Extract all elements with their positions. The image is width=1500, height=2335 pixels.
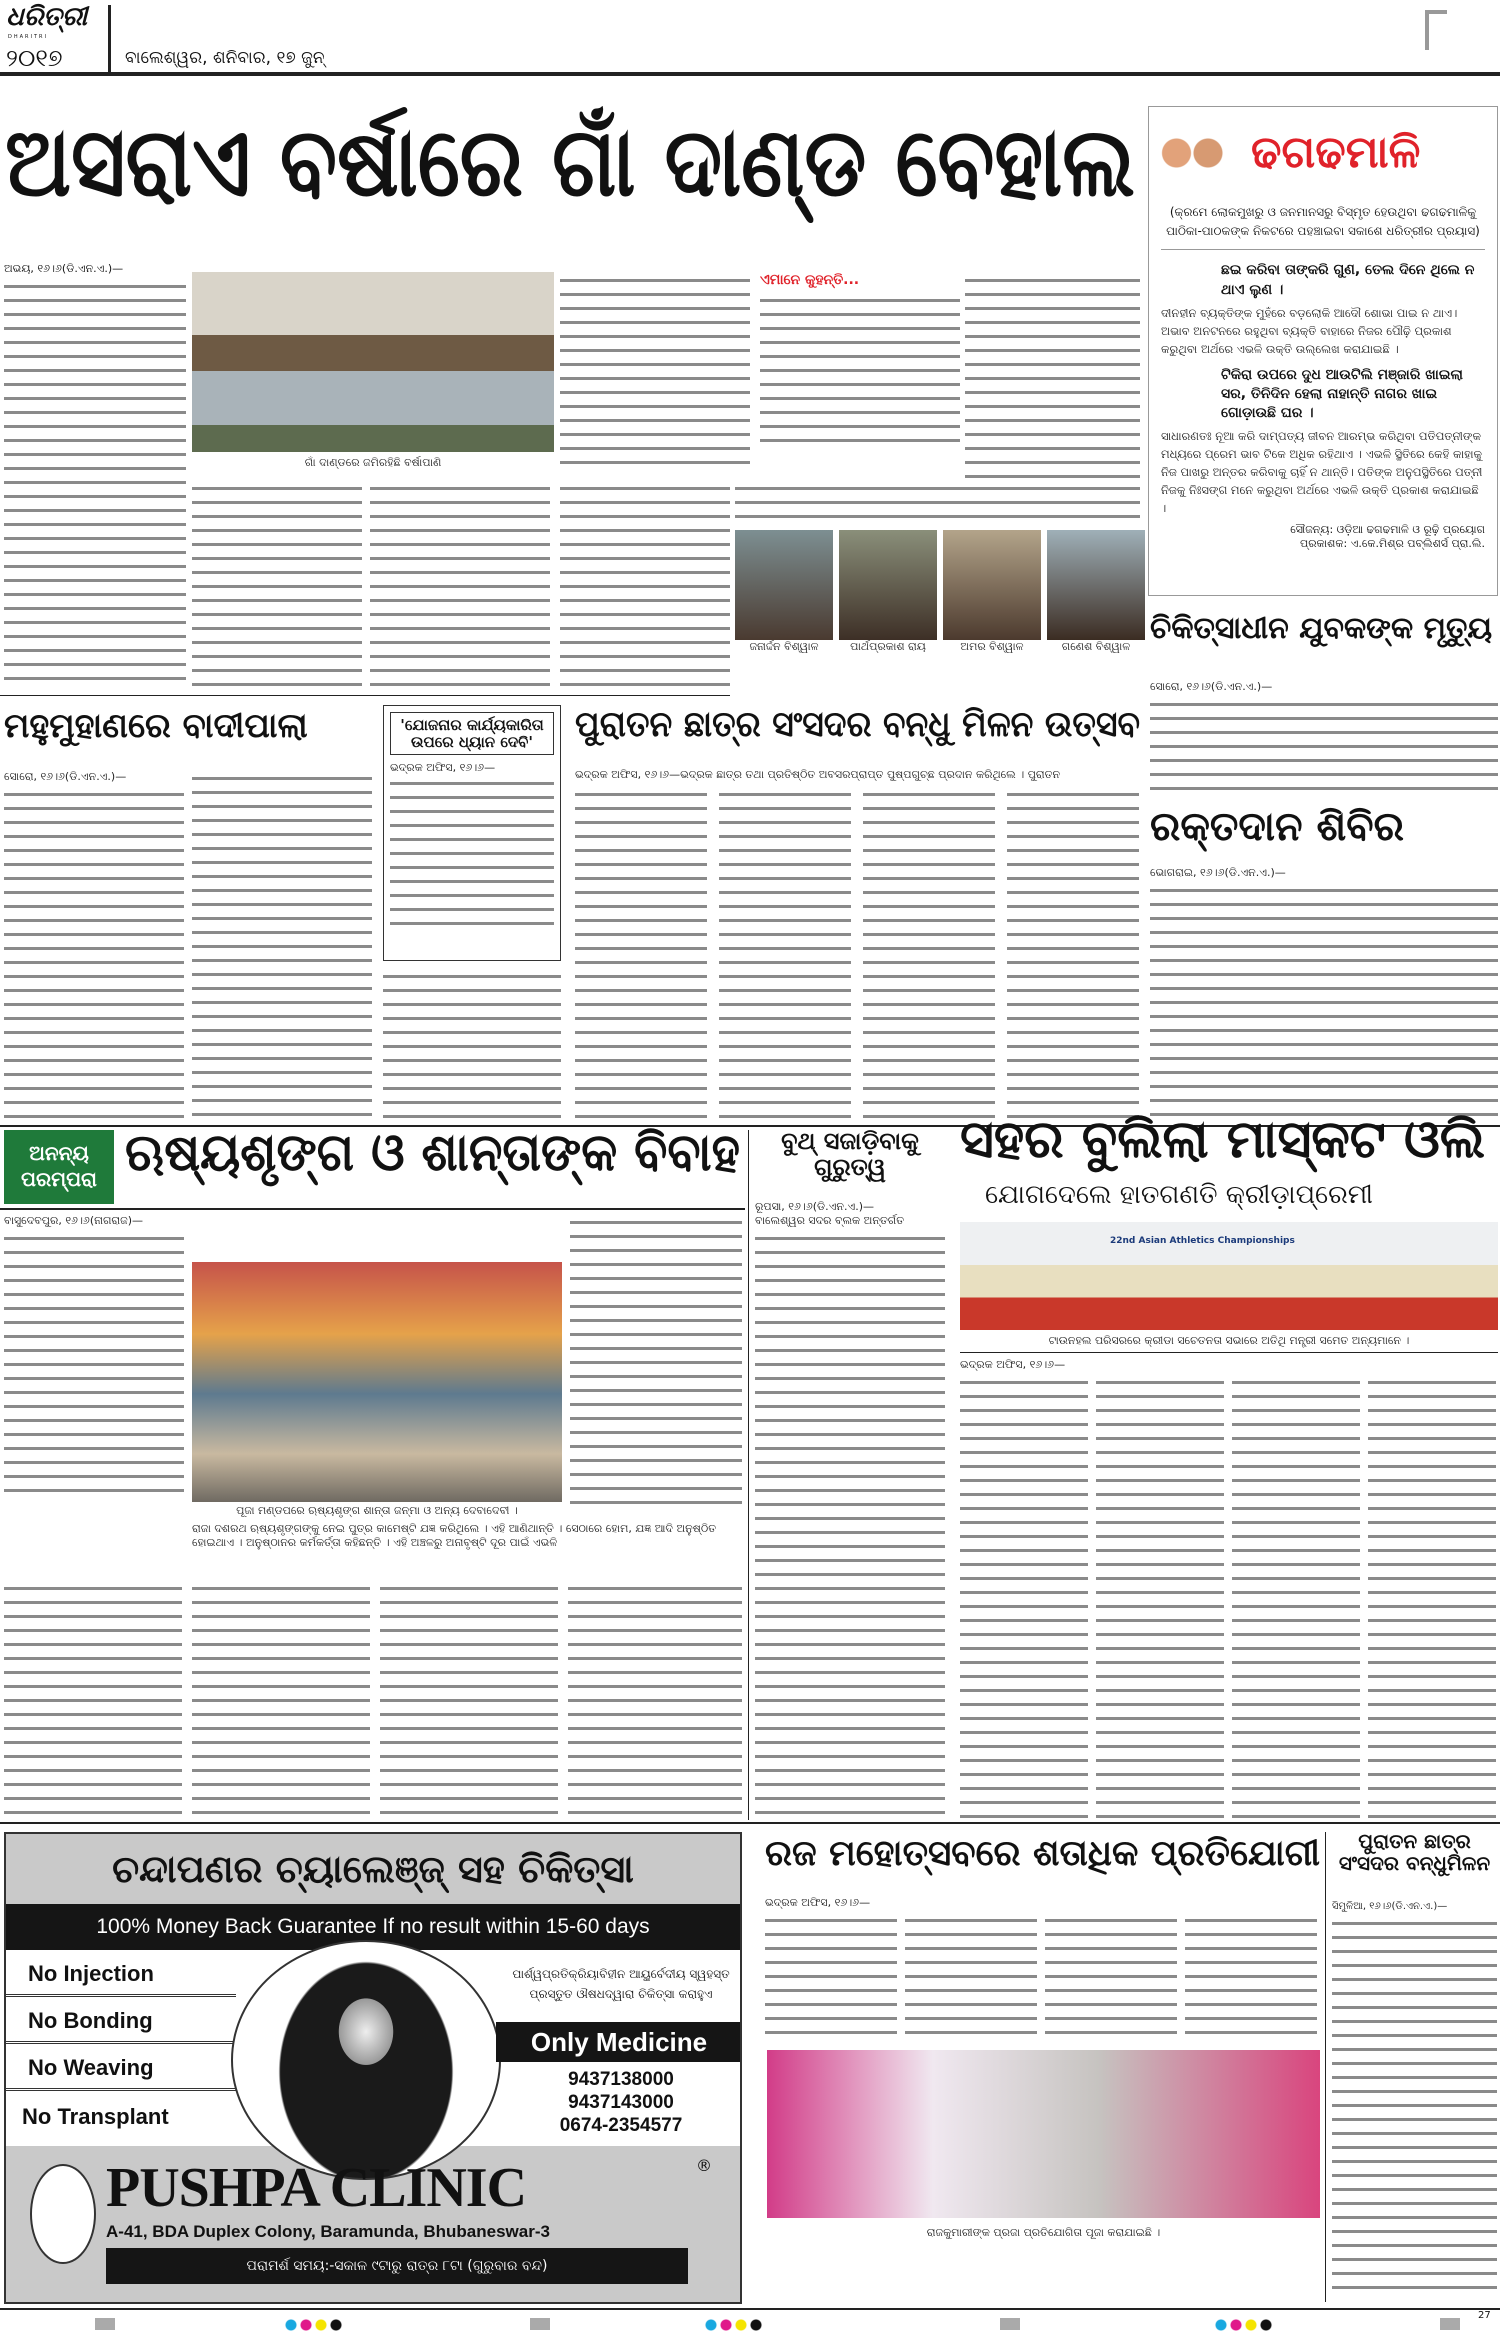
quote-tail-text xyxy=(383,968,561,1118)
section-rule xyxy=(0,1822,1500,1824)
raja-headline: ରଜ ମହୋତ୍ସବରେ ଶତାଧିକ ପ୍ରତିଯୋଗୀ xyxy=(765,1833,1320,1874)
wedding-text-2 xyxy=(570,1214,742,1514)
portrait-name: ପାର୍ଥପ୍ରକାଶ ରାୟ xyxy=(850,640,926,653)
blood-dateline: ଭୋଗରାଇ, ୧୬।୬(ଡି.ଏନ.ଏ.)— xyxy=(1150,866,1286,879)
lead-column-5 xyxy=(370,480,550,690)
wedding-headline-box xyxy=(125,1125,740,1182)
portrait xyxy=(735,530,833,680)
mascot-headline-box xyxy=(960,1112,1498,1169)
death-text xyxy=(1150,696,1498,792)
ad-no-item: No Bonding xyxy=(6,1997,236,2044)
lead-column-4 xyxy=(192,480,362,690)
mahumuhan-dateline: ସୋରୋ, ୧୬।୬(ଡି.ଏନ.ଏ.)— xyxy=(4,770,127,783)
portrait-name: ଅମର ବିଶ୍ୱାଳ xyxy=(960,640,1024,653)
wedding-photo xyxy=(192,1262,562,1502)
publisher: ପ୍ରକାଶକ: ଏ.କେ.ମିଶ୍ର ପବ୍ଲିଶର୍ସ ପ୍ରା.ଲି. xyxy=(1299,537,1485,550)
portrait xyxy=(943,530,1041,680)
ad-middle xyxy=(6,1950,740,2146)
mahumuhan-headline-box xyxy=(4,708,374,745)
dhagadhamali-title: ଢଗଢମାଳି xyxy=(1251,127,1421,178)
booth-headline: ବୁଥ୍ ସଜାଡ଼ିବାକୁ ଗୁରୁତ୍ୱ xyxy=(781,1127,919,1182)
alumni2-dateline: ସିମୁଳିଆ, ୧୬।୬(ଡି.ଏନ.ଏ.)— xyxy=(1332,1901,1448,1912)
ad-phone: 9437143000 xyxy=(568,2092,674,2113)
alumni2-headline: ପୁରାତନ ଛାତ୍ର ସଂସଦର ବନ୍ଧୁମିଳନ xyxy=(1338,1829,1491,1875)
ad-guarantee: 100% Money Back Guarantee If no result within 15-60 days xyxy=(6,1904,740,1950)
wedding-text-3 xyxy=(4,1580,742,1818)
bald-head-image xyxy=(231,1940,501,2180)
caption-rule xyxy=(960,1352,1498,1353)
booth-first-line: ବାଲେଶ୍ୱର ସଦର ବ୍ଲକ ଅନ୍ତର୍ଗତ xyxy=(755,1214,905,1227)
raja-photo-caption: ରାଜକୁମାରୀଙ୍କ ପ୍ରଜା ପ୍ରତିଯୋଗିତା ପୂଜା କରାଯାଇଛି । xyxy=(926,2226,1161,2239)
wedding-dateline: ବାସୁଦେବପୁର, ୧୬।୬(ନାଗରାଜ)— xyxy=(4,1214,144,1227)
ad-phone: 9437138000 xyxy=(568,2069,674,2090)
mascot-banner: 22nd Asian Athletics Championships xyxy=(1110,1236,1295,1246)
ad-clinic-name: PUSHPA CLINIC xyxy=(106,2157,527,2219)
alumni-headline-box xyxy=(575,705,1140,745)
wedding-text-1 xyxy=(4,1230,184,1500)
lead-photo-caption: ଗାଁ ଦାଣ୍ଡରେ ଜମିରହିଛି ବର୍ଷାପାଣି xyxy=(304,456,442,469)
section-rule xyxy=(0,695,730,696)
raja-dateline: ଭଦ୍ରକ ଅଫିସ, ୧୬।୬— xyxy=(765,1896,871,1909)
masthead-rule xyxy=(0,72,1500,76)
booth-dateline: ରୂପସା, ୧୬।୬(ଡି.ଏନ.ଏ.)— xyxy=(755,1200,875,1213)
ad-claim: ପାର୍ଶ୍ୱପ୍ରତିକ୍ରିୟାବିହୀନ ଆୟୁର୍ବେଦୀୟ ସ୍ୱହସ୍ତ ପ୍ରସ୍ତୁତ ଔଷଧଦ୍ୱାରା ଚିକିତ୍ସା କରାହୁଏ xyxy=(512,1967,730,2001)
ad-no-list xyxy=(6,1950,236,2143)
column-divider xyxy=(748,1130,749,1820)
quote-dateline: ଭଦ୍ରକ ଅଫିସ, ୧୬।୬— xyxy=(390,761,496,774)
quote-text xyxy=(390,775,554,935)
dateline: ବାଲେଶ୍ୱର, ଶନିବାର, ୧୭ ଜୁନ୍ xyxy=(125,48,325,68)
side-box xyxy=(760,272,960,462)
masthead-divider xyxy=(108,5,111,75)
dhagadhamali-intro: (କ୍ରମେ ଲୋକମୁଖରୁ ଓ ଜନମାନସରୁ ବିସ୍ମୃତ ହେଉଥିବା ଢଗଢମାଳିକୁ ପାଠିକା-ପାଠକଙ୍କ ନିକଟରେ ପହଞ୍ଚାଇବା ସକାଶେ ଧରିତ୍ରୀର ପ୍ରୟାସ) xyxy=(1161,203,1485,250)
page-number: 27 xyxy=(1478,2310,1491,2321)
ad-phones xyxy=(506,2068,736,2137)
mascot-dateline: ଭଦ୍ରକ ଅଫିସ, ୧୬।୬— xyxy=(960,1358,1066,1371)
blood-text xyxy=(1150,882,1498,1118)
explain-2: ସାଧାରଣତଃ ନୂଆ କରି ଦାମ୍ପତ୍ୟ ଜୀବନ ଆରମ୍ଭ କରିଥିବା ପତିପତ୍ନୀଙ୍କ ମଧ୍ୟରେ ପ୍ରେମ ଭାବ ଟିକେ ଅଧିକ ରହିଥାଏ । ଏଭଳି ସ୍ଥିତିରେ କେହି କାହାକୁ ନିଜ ପାଖରୁ ଅନ୍ତର କରିବାକୁ ଚାହିଁ ନ ଥାନ୍ତି। ପତିଙ୍କ ଅନୁପସ୍ଥିତିରେ ପତ୍ନୀ ନିଜକୁ ନିଃସଙ୍ଗ ମନେ କରୁଥିବା ଅର୍ଥରେ ଏଭଳି ଉକ୍ତି ପ୍ରକାଶ କରାଯାଇଛି । xyxy=(1161,429,1483,515)
portrait xyxy=(1047,530,1145,680)
mascot-text xyxy=(960,1374,1498,1818)
alumni-text xyxy=(575,786,1140,1118)
booth-text xyxy=(755,1230,945,1818)
cartoon-icon xyxy=(1159,129,1229,189)
column-divider xyxy=(1325,1832,1326,2302)
quote-box xyxy=(383,705,561,961)
raja-photo xyxy=(767,2050,1320,2218)
side-box-title: ଏମାନେ କୁହନ୍ତି... xyxy=(760,272,860,288)
ad-no-item: No Weaving xyxy=(6,2044,236,2091)
lead-headline-box xyxy=(5,106,1135,218)
lead-photo xyxy=(192,272,554,452)
source: ସୌଜନ୍ୟ: ଓଡ଼ିଆ ଢଗଢମାଳି ଓ ରୂଢ଼ି ପ୍ରୟୋଗ xyxy=(1290,523,1485,536)
portrait-name: ଗଣେଶ ବିଶ୍ୱାଳ xyxy=(1061,640,1131,653)
mahumuhan-text-2 xyxy=(192,770,372,1118)
mascot-headline: ସହର ବୁଲିଲା ମାସ୍କଟ ଓଲି xyxy=(960,1110,1486,1170)
raja-headline-box xyxy=(765,1834,1320,1874)
alumni-first-line: ଭଦ୍ରକ ଅଫିସ, ୧୬।୬—ଭଦ୍ରକ ଛାତ୍ର ତଥା ପ୍ରତିଷ୍ଠିତ ଅବସରପ୍ରାପ୍ତ ପୁଷ୍ପଗୁଚ୍ଛ ପ୍ରଦାନ କରିଥିଲେ । ପୁରାତନ xyxy=(575,768,1061,781)
masthead-logo: ଧରିତ୍ରୀ xyxy=(6,2,88,32)
mahumuhan-text-1 xyxy=(4,786,184,1118)
dhagadhamali-box xyxy=(1148,106,1498,596)
footer-rule xyxy=(0,2308,1500,2310)
pushpa-clinic-ad xyxy=(4,1832,742,2304)
mascot-subhead: ଯୋଗଦେଲେ ହାତଗଣତି କ୍ରୀଡ଼ାପ୍ରେମୀ xyxy=(985,1180,1373,1210)
lead-dateline: ଅଭୟ, ୧୬।୬(ଡି.ଏନ.ଏ.)— xyxy=(4,262,124,275)
lead-column-2 xyxy=(560,272,750,472)
mahumuhan-headline: ମହୁମୁହାଣରେ ବାଦୀପାଲା xyxy=(4,706,308,746)
clinic-logo xyxy=(30,2164,96,2264)
masthead-year: ୨୦୧୭ xyxy=(6,44,63,72)
alumni-headline: ପୁରାତନ ଛାତ୍ର ସଂସଦର ବନ୍ଧୁ ମିଳନ ଉତ୍ସବ xyxy=(575,704,1140,745)
death-headline: ଚିକିତ୍ସାଧୀନ ଯୁବକଙ୍କ ମୃତ୍ୟୁ xyxy=(1150,611,1493,646)
portrait-row xyxy=(735,530,1145,680)
blood-headline: ରକ୍ତଦାନ ଶିବିର xyxy=(1150,804,1404,850)
wedding-rule xyxy=(0,1208,745,1210)
wedding-photo-caption: ପୂଜା ମଣ୍ଡପରେ ଋଷ୍ୟଶୃଙ୍ଗ ଶାନ୍ତା ଜନ୍ମା ଓ ଅନ୍ୟ ଦେବାଦେବୀ । xyxy=(236,1504,518,1517)
side-box-text xyxy=(760,292,960,452)
ad-no-item: No Injection xyxy=(6,1950,236,1997)
lead-column-1 xyxy=(4,278,186,688)
ad-phone: 0674-2354577 xyxy=(559,2115,683,2136)
wedding-excerpt: ରାଜା ଦଶରଥ ଋଷ୍ୟଶୃଙ୍ଗଙ୍କୁ ନେଇ ପୁତ୍ର କାମେଷ୍ଟି ଯଜ୍ଞ କରିଥିଲେ । ଏହି ଆଣିଥାନ୍ତି । ସେଠାରେ ହୋମ, ଯଜ୍ଞ ଆଦି ଅନୁଷ୍ଠିତ ହୋଇଥାଏ । ଅନୁଷ୍ଠାନର କର୍ମକର୍ତ୍ତା କହିଛନ୍ତି । ଏହି ଅଞ୍ଚଳରୁ ଅନାବୃଷ୍ଟି ଦୂର ପାଇଁ ଏଭଳି xyxy=(192,1522,717,1549)
portrait-name: ଜନାର୍ଦ୍ଦନ ବିଶ୍ୱାଳ xyxy=(749,640,819,653)
alumni2-text xyxy=(1332,1915,1497,2300)
ad-no-item: No Transplant xyxy=(22,2104,169,2129)
lead-column-6 xyxy=(560,480,730,690)
lead-headline: ଅସରାଏ ବର୍ଷାରେ ଗାଁ ଦାଣ୍ଡ ବେହାଲ xyxy=(5,106,1135,218)
verse-1: ଛଇ କରିବା ତାଙ୍କରି ଗୁଣ, ତେଲ ଦିନେ ଥିଲେ ନ ଥାଏ ଲୁଣ । xyxy=(1221,262,1475,298)
ad-reg-mark: ® xyxy=(696,2156,712,2175)
wedding-headline: ଋଷ୍ୟଶୃଙ୍ଗ ଓ ଶାନ୍ତାଙ୍କ ବିବାହ xyxy=(125,1123,740,1183)
masthead xyxy=(0,0,1500,76)
mascot-photo xyxy=(960,1222,1498,1330)
ad-address: A-41, BDA Duplex Colony, Baramunda, Bhubaneswar-3 xyxy=(106,2222,550,2241)
ad-only-medicine: Only Medicine xyxy=(496,2022,742,2062)
lead-column-3 xyxy=(965,272,1140,512)
ad-timing: ପରାମର୍ଶ ସମୟ:-ସକାଳ ୯ଟାରୁ ରାତ୍ର ୮ଟା (ଗୁରୁବାର ବନ୍ଦ) xyxy=(106,2248,688,2284)
quote-headline: 'ଯୋଜନାର କାର୍ଯ୍ୟକାରିତା ଉପରେ ଧ୍ୟାନ ଦେବି' xyxy=(390,712,554,755)
mascot-photo-caption: ଟାଉନହଲ ପରିସରରେ କ୍ରୀଡା ସଚେତନତା ସଭାରେ ଅତିଥି ମନ୍ତ୍ରୀ ସମେତ ଅନ୍ୟମାନେ । xyxy=(1048,1334,1410,1347)
masthead-logo-sub: DHARITRI xyxy=(8,34,48,40)
ad-headline: ଚନ୍ଦାପଣର ଚ୍ୟାଲେଞ୍ଜ୍ ସହ ଚିକିତ୍ସା xyxy=(112,1847,634,1891)
corner-mark xyxy=(1425,10,1447,50)
lead-column-7 xyxy=(735,480,1140,520)
tradition-badge: ଅନନ୍ୟ ପରମ୍ପରା xyxy=(4,1130,114,1204)
raja-text xyxy=(765,1912,1320,2042)
verse-2: ଟିକିରା ଉପରେ ଦୁଧ ଆଉଟିଲି ମଞ୍ଜାରି ଖାଇଲା ସର, ତିନିଦିନ ହେଲା ନାହାନ୍ତି ନାଗର ଖାଇ ଗୋଡ଼ାଉଛି ଘର । xyxy=(1221,367,1463,421)
death-dateline: ସୋରୋ, ୧୬।୬(ଡି.ଏନ.ଏ.)— xyxy=(1150,680,1273,693)
explain-1: ଦୀନହୀନ ବ୍ୟକ୍ତିଙ୍କ ମୁହଁରେ ବଡ଼ଲୋକି ଆଦୌ ଶୋଭା ପାଇ ନ ଥାଏ। ଅଭାବ ଅନଟନରେ ରହୁଥିବା ବ୍ୟକ୍ତି ବାହାରେ ନିଜର ପୌଢ଼ି ପ୍ରକାଶ କରୁଥିବା ଅର୍ଥରେ ଏଭଳି ଉକ୍ତି ଉଲ୍ଲେଖ କରାଯାଇଛି । xyxy=(1161,306,1458,356)
portrait xyxy=(839,530,937,680)
registration-marks xyxy=(0,2318,1500,2332)
